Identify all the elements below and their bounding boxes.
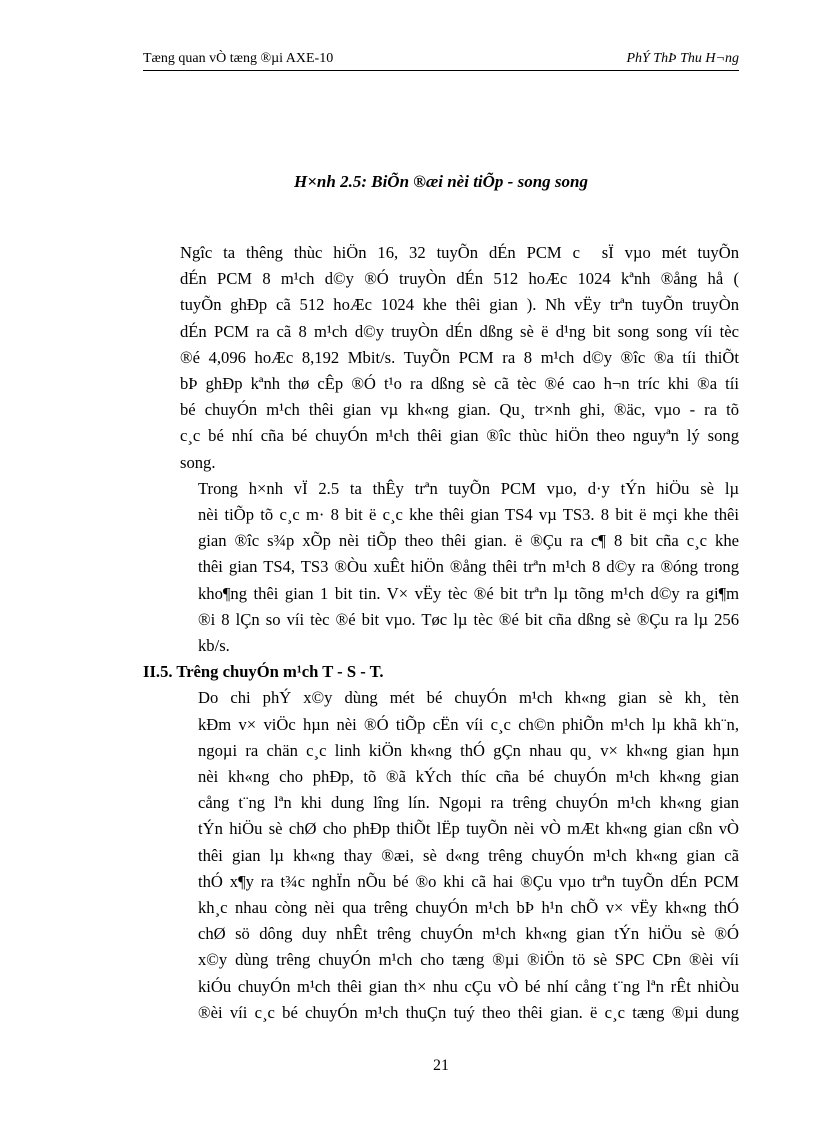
text-line: kÐm v× viÖc hµn nèi ®Ó tiÕp cËn víi c¸c ch©n phiÕn m¹ch lµ khã kh¨n,: [198, 714, 739, 734]
text-line: Do chi phÝ x©y dùng mét bé chuyÓn m¹ch kh«ng gian sè kh¸ tèn: [198, 688, 739, 708]
text-line: chØ sö dông duy nhÊt trêng chuyÓn m¹ch kh«ng gian tÝn hiÖu sè ®Ó: [198, 924, 739, 944]
text-line: kho¶ng thêi gian 1 bit tin. V× vËy tèc ®é bit trªn lµ tõng m¹ch d©y ra gi¶m: [198, 583, 739, 603]
text-line: Trong h×nh vÏ 2.5 ta thÊy trªn tuyÕn PCM vµo, d·y tÝn hiÖu sè lµ: [198, 478, 739, 498]
text-line: bÞ ghÐp kªnh thø cÊp ®Ó t¹o ra dßng sè cã tèc ®é cao h¬n tríc khi ®a tíi: [180, 374, 739, 394]
text-line: gian ®îc s¾p xÕp nèi tiÕp theo thêi gian. ë ®Çu ra c¶ 8 bit cña c¸c khe: [198, 531, 739, 551]
figure-caption: H×nh 2.5: BiÕn ®æi nèi tiÕp - song song: [294, 172, 588, 191]
section-heading: II.5. Trêng chuyÓn m¹ch T - S - T.: [143, 662, 384, 682]
text-line: kiÓu chuyÓn m¹ch thêi gian th× nhu cÇu vÒ bé nhí cång t¨ng lªn rÊt nhiÒu: [198, 976, 739, 996]
text-line: ®èi víi c¸c bé chuyÓn m¹ch thuÇn tuý theo thêi gian. ë c¸c tæng ®µi dung: [198, 1002, 739, 1022]
text-line: thÓ x¶y ra t¾c nghÏn nÕu bé ®o khi cã hai ®Çu vµo trªn tuyÕn dÉn PCM: [198, 871, 739, 891]
paragraph-1: [143, 240, 739, 476]
body-text: [143, 240, 739, 1026]
text-line: ®i 8 lÇn so víi tèc ®é bit vµo. Tøc lµ tèc ®é bit cña dßng sè ®Çu ra lµ 256: [198, 609, 739, 629]
text-line: x©y dùng trêng chuyÓn m¹ch cho tæng ®µi ®iÖn tö sè SPC CÞn ®èi víi: [198, 950, 739, 970]
text-line: song.: [180, 452, 216, 472]
text-line: dÉn PCM ra cã 8 m¹ch d©y truyÒn dÉn dßng sè ë d¹ng bit song song víi tèc: [180, 321, 739, 341]
text-line: Ngîc ta thêng thùc hiÖn 16, 32 tuyÕn dÉn PCM c sÏ vµo mét tuyÕn: [180, 243, 739, 262]
text-line: ngoµi ra chän c¸c linh kiÖn kh«ng thÓ gÇn nhau qu¸ v× kh«ng gian hµn: [198, 740, 739, 760]
text-line: tuyÕn ghÐp cã 512 hoÆc 1024 khe thêi gian ). Nh vËy trªn tuyÕn truyÒn: [180, 295, 739, 315]
text-line: nèi tiÕp tõ c¸c m· 8 bit ë c¸c khe thêi gian TS4 vµ TS3. 8 bit ë mçi khe thêi: [198, 505, 739, 525]
text-line: thêi gian TS4, TS3 ®Òu xuÊt hiÖn ®ång thêi trªn m¹ch 8 d©y ra ®óng trong: [198, 557, 739, 577]
running-header: [143, 50, 739, 71]
text-line: tÝn hiÖu sè chØ cho phÐp thiÕt lËp tuyÕn nèi vÒ mÆt kh«ng gian cßn vÒ: [198, 819, 739, 839]
text-line: c¸c bé nhí cña bé chuyÓn m¹ch thêi gian ®îc thùc hiÖn theo nguyªn lý song: [180, 426, 739, 446]
text-line: ®é 4,096 hoÆc 8,192 Mbit/s. TuyÕn PCM ra 8 m¹ch d©y ®îc ®a tíi thiÕt: [180, 347, 739, 367]
text-line: kh¸c nhau còng nèi qua trêng chuyÓn m¹ch bÞ h¹n chÕ v× vËy kh«ng thÓ: [198, 898, 739, 918]
text-line: nèi kh«ng cho phÐp, tõ ®ã kÝch thíc cña bé chuyÓn m¹ch kh«ng gian: [198, 767, 739, 787]
text-line: bé chuyÓn m¹ch thêi gian vµ kh«ng gian. Qu¸ tr×nh ghi, ®äc, vµo - ra tõ: [180, 400, 739, 420]
paragraph-2: [143, 476, 739, 659]
text-line: kb/s.: [198, 636, 230, 656]
header-document-title: Tæng quan vÒ tæng ®µi AXE-10: [143, 51, 334, 66]
text-line: cång t¨ng lªn khi dung lîng lín. Ngoµi ra trêng chuyÓn m¹ch kh«ng gian: [198, 793, 739, 813]
header-author: PhÝ ThÞ Thu H¬ng: [626, 51, 739, 66]
paragraph-3: [143, 685, 739, 1026]
text-line: thêi gian lµ kh«ng thay ®æi, sè d«ng trêng chuyÓn m¹ch kh«ng gian cã: [198, 845, 739, 865]
text-line: dÉn PCM 8 m¹ch d©y ®Ó truyÒn dÉn 512 hoÆc 1024 kªnh ®ång hå (: [180, 269, 739, 289]
page-number: 21: [433, 1057, 449, 1074]
